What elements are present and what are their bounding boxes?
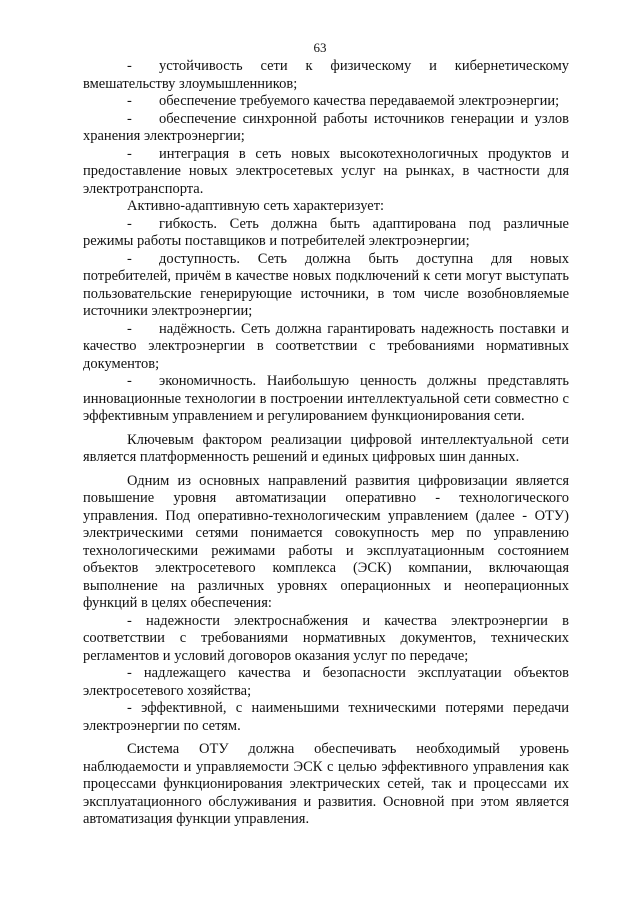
page-body	[83, 58, 569, 829]
list-item	[83, 251, 569, 321]
dash-marker: -	[127, 373, 132, 389]
list-item	[83, 146, 569, 199]
paragraph-adaptive-intro: Активно-адаптивную сеть характеризует:	[127, 198, 385, 214]
list-item: - надежности электроснабжения и качества электроэнергии в соответствии с требованиями нормативных документов, технических регламентов и условий договоров оказания услуг по передаче;	[83, 612, 569, 664]
dash-marker: -	[127, 215, 132, 232]
list-item-text: доступность. Сеть должна быть доступна для новых потребителей, причём в качестве новых подключений к сети могут выступать пользовательские генерирующие источники, в том числе возобновляемые источники электроэнергии;	[83, 250, 569, 319]
list-item-text: обеспечение синхронной работы источников генерации и узлов хранения электроэнергии;	[83, 110, 569, 144]
list-item: - эффективной, с наименьшими техническими потерями передачи электроэнергии по сетям.	[83, 700, 569, 734]
paragraph-key-factor: Ключевым фактором реализации цифровой интеллектуальной сети является платформенность решений и единых цифровых шин данных.	[83, 431, 569, 465]
list-item-text: обеспечение требуемого качества передаваемой электроэнергии;	[159, 93, 560, 109]
page-number: 63	[313, 40, 327, 55]
dash-marker: -	[127, 110, 132, 127]
dash-marker: -	[127, 93, 132, 109]
list-item	[83, 216, 569, 251]
list-item-text: устойчивость сети к физическому и кибернетическому вмешательству злоумышленников;	[83, 58, 569, 92]
paragraph-system: Система ОТУ должна обеспечивать необходимый уровень наблюдаемости и управляемости ЭСК с целью эффективного управления как процессами функционирования электрических сетей, так и процессами их эксплуатационного обслуживания и развития. Основной при этом является автоматизация функции управления.	[83, 741, 569, 827]
list-item	[83, 58, 569, 93]
list-item	[83, 373, 569, 426]
list-item	[83, 93, 569, 111]
list-item	[83, 111, 569, 146]
list-item: - надлежащего качества и безопасности эксплуатации объектов электросетевого хозяйства;	[83, 665, 569, 699]
dash-marker: -	[127, 320, 132, 337]
dash-marker: -	[127, 145, 132, 162]
dash-marker: -	[127, 58, 132, 74]
list-item-text: надёжность. Сеть должна гарантировать надежность поставки и качество электроэнергии в соответствии с требованиями нормативных документов;	[83, 320, 569, 372]
dash-marker: -	[127, 250, 132, 267]
list-item	[83, 321, 569, 374]
paragraph-otu: Одним из основных направлений развития цифровизации является повышение уровня автоматизации оперативно - технологического управления. Под оперативно-технологическим управлением (далее - ОТУ) электрическими сетями понимается совокупность мер по управлению технологическими режимами работы и эксплуатационным состоянием объектов электросетевого комплекса (ЭСК) компании, включающая выполнение на различных уровнях операционных и неоперационных функций в целях обеспечения:	[83, 472, 569, 611]
list-item-text: экономичность. Наибольшую ценность должны представлять инновационные технологии в построении интеллектуальной сети совместно с эффективным управлением и регулированием функционирования сети.	[83, 373, 569, 424]
list-item-text: интеграция в сеть новых высокотехнологичных продуктов и предоставление новых электросетевых услуг на рынках, в частности для электротранспорта.	[83, 145, 569, 197]
list-item-text: гибкость. Сеть должна быть адаптирована под различные режимы работы поставщиков и потребителей электроэнергии;	[83, 215, 569, 249]
